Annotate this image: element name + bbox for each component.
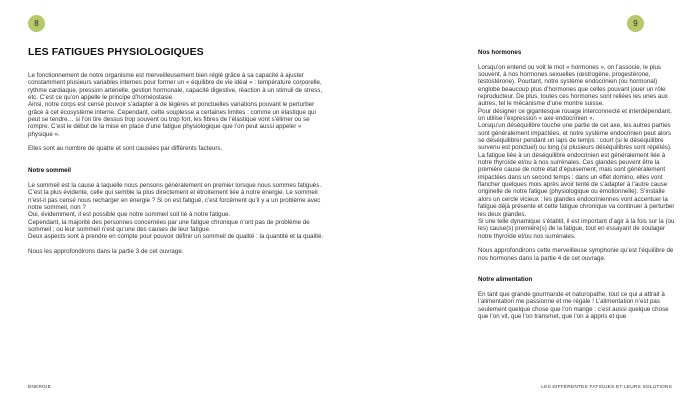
paragraph: Elles sont au nombre de quatre et sont causées par différents facteurs. bbox=[28, 145, 223, 153]
paragraph: Nous les approfondirons dans la partie 3 de cet ouvrage. bbox=[28, 248, 184, 256]
spacer bbox=[478, 262, 676, 269]
section-heading-alimentation: Notre alimentation bbox=[478, 276, 533, 284]
footer-book-title: ÉNERGIE bbox=[28, 385, 51, 390]
right-text-column bbox=[478, 49, 676, 320]
paragraph: Nous approfondirons cette merveilleuse symphonie qu’est l’équilibre de nos hormones dans la partie 4 de cet ouvrage. bbox=[478, 247, 674, 262]
paragraph: Cependant, la majorité des personnes concernées par une fatigue chronique n’ont pas de problème de sommeil ; ou leur sommeil n’est qu’une des causes de leur fatigue. bbox=[28, 218, 310, 234]
paragraph: Lorsqu’on entend ou voit le mot « hormones », on l’associe, le plus souvent, à nos hormones sexuelles (œstrogène, progestérone, testostérone). Pourtant, notre système endocrinien (ou hormonal) englobe beaucoup plus d’hormones que celles pouvant jouer un rôle reproducteur. De plus, toutes ces hormones sont reliées les unes aux autres, tel le mécanisme d’une montre suisse. bbox=[478, 63, 668, 108]
paragraph: Deux aspects sont à prendre en compte pour pouvoir définir un sommeil de qualité : la quantité et la qualité. bbox=[28, 233, 324, 241]
spacer bbox=[478, 240, 676, 247]
paragraph: Le fonctionnement de notre organisme est merveilleusement bien réglé grâce à sa capacité à ajuster constamment plusieurs variables internes pour former un « équilibre de vie idéal » : température corporelle, rythme cardiaque, pression artérielle, gestion hormonale, capacité digestive, réaction à un stimuli de stress, etc. C’est ce qu’on appelle le principe d’homéostasie. bbox=[28, 72, 323, 102]
spacer bbox=[28, 160, 324, 167]
page-number-badge-right: 9 bbox=[627, 15, 644, 32]
spacer bbox=[28, 138, 324, 145]
page-title: LES FATIGUES PHYSIOLOGIQUES bbox=[28, 46, 204, 58]
paragraph: Si une telle dynamique s’établit, il est important d’agir à la fois sur la (ou les) cause(s) première(s) de la fatigue, tout en essayant de soulager notre thyroïde et/ou nos surrénales. bbox=[478, 217, 675, 240]
paragraph: La fatigue liée à un déséquilibre endocrinien est généralement liée à notre thyroïde et/ou à nos surrénales. Ces glandes peuvent être la première cause de notre état d’épuisement, mais sont généralement impactées dans un second temps : dans un effet domino, elles vont flancher quelques mois après avoir tenté de s’adapter à l’autre cause originelle de notre fatigue (physiologique ou émotionnelle). S’installe alors un cercle vicieux : les glandes endocriniennes vont accentuer la fatigue déjà présente et cette fatigue chronique va continuer à perturber les deux glandes. bbox=[478, 151, 675, 218]
footer-chapter-title: LES DIFFÉRENTES FATIGUES ET LEURS SOLUTIONS bbox=[541, 385, 672, 390]
spacer bbox=[478, 269, 676, 276]
paragraph: Pour désigner ce gigantesque rouage interconnecté et interdépendant, on utilise l’expression « axe endocrinien ». bbox=[478, 107, 672, 123]
section-heading-sommeil: Notre sommeil bbox=[28, 167, 71, 175]
paragraph: Le sommeil est la cause à laquelle nous pensons généralement en premier lorsque nous sommes fatigués. C’est la plus évidente, celle qui semble la plus directement et étroitement liée à notre énergie. Le sommeil n’est-il pas censé nous recharger en énergie ? Si on est fatigué, c’est forcément qu’il y a un problème avec notre sommeil, non ? bbox=[28, 181, 322, 211]
spacer bbox=[28, 153, 324, 160]
paragraph: Ainsi, notre corps est censé pouvoir s’adapter à de légères et ponctuelles variations pouvant le perturber grâce à cet écosystème interne. Cependant, cette souplesse a certaines limites : comme un élastique qui peut se tendre… si l’on tire dessus trop souvent ou trop fort, les fibres de l’élastique vont s’élimer ou se rompre. C’est le début de la mise en place d’une fatigue physiologique que l’on peut aussi appeler « physique ». bbox=[28, 101, 316, 138]
spacer bbox=[478, 284, 676, 291]
spacer bbox=[478, 56, 676, 63]
page-number-badge-left: 8 bbox=[28, 15, 45, 32]
paragraph: En tant que grande gourmande et naturopathe, tout ce qui a attrait à l’alimentation me passionne et me régale ! L’alimentation n’est pas seulement quelque chose que l’on mange : c’est aussi quelque chose que l’on vit, que l’on transmet, que l’on a appris et que bbox=[478, 291, 669, 321]
spacer bbox=[28, 175, 324, 182]
section-heading-hormones: Nos hormones bbox=[478, 49, 522, 56]
left-text-column bbox=[28, 72, 324, 255]
paragraph: Oui, évidemment, il est possible que notre sommeil soit lié à notre fatigue. bbox=[28, 211, 231, 219]
paragraph: Lorsqu’un déséquilibre touche une partie de cet axe, les autres parties sont généralement impactées, et notre système endocrinien peut alors se déséquilibrer pendant un laps de temps : court (si le déséquilibre survenu est ponctuel) ou long (si plusieurs déséquilibres sont répétés). bbox=[478, 122, 672, 152]
spacer bbox=[28, 241, 324, 248]
